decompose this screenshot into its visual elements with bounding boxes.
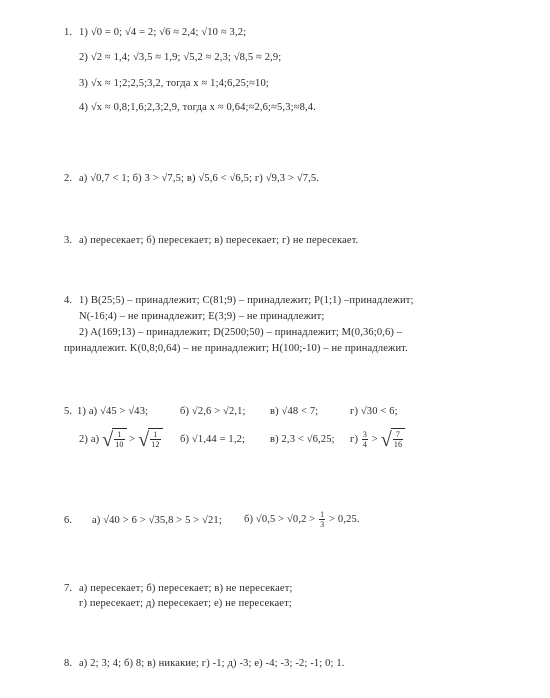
answer-item — [180, 433, 245, 447]
answer-line: принадлежит. K(0,8;0,64) – не принадлежит; H(100;-10) – не принадлежит. — [64, 343, 408, 354]
item-label: г) — [350, 406, 361, 417]
answer-line: а) пересекает; б) пересекает; в) пересекает; г) не пересекает. — [79, 235, 359, 246]
answer-item — [350, 405, 398, 419]
answer-line: 2) √2 ≈ 1,4; √3,5 ≈ 1,9; √5,2 ≈ 2,3; √8,5 ≈ 2,9; — [79, 52, 282, 63]
item-expression: 2,3 < √6,25; — [281, 434, 335, 445]
answer-line: а) пересекает; б) пересекает; в) не пересекает; — [79, 583, 293, 594]
item-label: 2) а) — [79, 433, 103, 445]
fraction-numerator: 1 — [320, 510, 325, 520]
answer-number: 5. — [64, 406, 73, 417]
fraction-numerator: 7 — [393, 430, 403, 440]
item-label: г) — [350, 433, 361, 445]
answer-item: а) √40 > 6 > √35,8 > 5 > √21; — [92, 515, 222, 526]
fraction-numerator: 1 — [150, 430, 160, 440]
answer-item — [79, 428, 163, 451]
answer-item — [77, 405, 148, 419]
answer-number: 1. — [64, 27, 73, 38]
item-label: 1) а) — [77, 406, 101, 417]
item-label: в) — [270, 434, 282, 445]
item-expression: б) √0,5 > √0,2 > — [244, 514, 316, 525]
item-expression: √2,6 > √2,1; — [191, 406, 246, 417]
answer-line: а) 2; 3; 4; б) 8; в) никакие; г) -1; д) -3; е) -4; -3; -2; -1; 0; 1. — [79, 658, 345, 669]
radicand — [391, 428, 405, 451]
answer-number: 3. — [64, 235, 73, 246]
radical-sign: √ — [102, 428, 114, 451]
radicand — [112, 428, 126, 451]
item-expression: > 0,25. — [329, 514, 360, 525]
fraction-denominator: 10 — [115, 440, 124, 450]
relation-sign: > — [129, 433, 136, 445]
item-expression: √48 < 7; — [281, 406, 319, 417]
answer-item — [244, 509, 360, 531]
radical-sign: √ — [138, 428, 150, 451]
answer-line: 4) √x ≈ 0,8;1,6;2,3;2,9, тогда x ≈ 0,64;≈2,6;≈5,3;≈8,4. — [79, 102, 316, 113]
answer-line: 1) B(25;5) – принадлежит; C(81;9) – принадлежит; P(1;1) –принадлежит; — [79, 295, 414, 306]
item-expression: √45 > √43; — [100, 406, 149, 417]
answer-item — [270, 405, 318, 419]
answer-number: 6. — [64, 515, 73, 526]
answer-item — [270, 433, 335, 447]
fraction-denominator: 4 — [362, 440, 368, 449]
answer-line: а) √0,7 < 1; б) 3 > √7,5; в) √5,6 < √6,5; г) √9,3 > √7,5. — [79, 173, 320, 184]
item-label: б) — [180, 406, 192, 417]
answer-item — [350, 428, 405, 451]
fraction-denominator: 12 — [151, 440, 160, 450]
item-label: б) — [180, 434, 192, 445]
item-expression: √30 < 6; — [360, 406, 398, 417]
answer-item — [180, 405, 246, 419]
fraction-numerator: 1 — [114, 430, 124, 440]
answer-line: 3) √x ≈ 1;2;2,5;3,2, тогда x ≈ 1;4;6,25;≈10; — [79, 78, 269, 89]
answer-number: 4. — [64, 295, 73, 306]
answer-number: 8. — [64, 658, 73, 669]
fraction-denominator: 3 — [320, 520, 325, 530]
radicand — [148, 428, 162, 451]
answer-line: г) пересекает; д) пересекает; е) не пересекает; — [79, 598, 292, 609]
answer-line: 1) √0 = 0; √4 = 2; √6 ≈ 2,4; √10 ≈ 3,2; — [79, 27, 247, 38]
item-label: в) — [270, 406, 282, 417]
relation-sign: > — [371, 433, 378, 445]
item-expression: √1,44 = 1,2; — [191, 434, 246, 445]
fraction-numerator: 3 — [362, 430, 368, 439]
fraction-denominator: 16 — [393, 440, 403, 450]
answer-line: N(-16;4) – не принадлежит; E(3;9) – не принадлежит; — [79, 311, 325, 322]
radical-sign: √ — [380, 428, 392, 451]
answer-number: 7. — [64, 583, 73, 594]
answer-line: 2) A(169;13) – принадлежит; D(2500;50) – принадлежит; M(0,36;0,6) – — [79, 327, 403, 338]
answer-number: 2. — [64, 173, 73, 184]
